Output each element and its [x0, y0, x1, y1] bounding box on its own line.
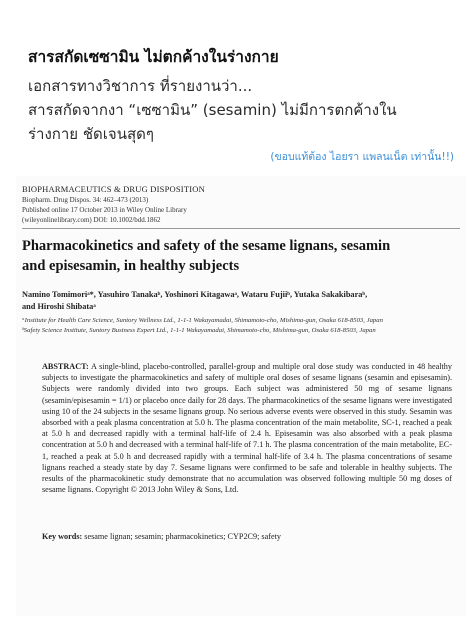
publication-line: Published online 17 October 2013 in Wiley Online Library	[22, 206, 187, 214]
authors-line-2: and Hiroshi Shibataᵃ	[22, 302, 96, 311]
credit-note: (ขอบแท้ต้อง ไอยรา แพลนเน็ต เท่านั้น!!)	[270, 151, 454, 163]
abstract-label: ABSTRACT:	[42, 362, 89, 371]
authors-line-1: Namino Tomimoriᵃ*, Yasuhiro Tanakaᵇ, Yoshinori Kitagawaᵃ, Wataru Fujiiᵇ, Yutaka Sakakibaraᵇ,	[22, 290, 368, 299]
header-divider	[22, 228, 460, 229]
citation-line: Biopharm. Drug Dispos. 34: 462–473 (2013)	[22, 196, 149, 204]
journal-name: BIOPHARMACEUTICS & DRUG DISPOSITION	[22, 184, 205, 194]
post-headline: สารสกัดเซซามิน ไม่ตกค้างในร่างกาย	[28, 48, 279, 66]
affiliation-b: ᵇSafety Science Institute, Suntory Business Expert Ltd., 1-1-1 Wakayamadai, Shimamoto-cho, Mishima-gun, Osaka 618-8503, Japan	[22, 327, 376, 334]
abstract	[42, 361, 452, 495]
paper-excerpt-image	[16, 176, 466, 616]
intro-line-3: ร่างกาย ชัดเจนสุดๆ	[28, 125, 154, 143]
keywords-text: sesame lignan; sesamin; pharmacokinetics; CYP2C9; safety	[84, 532, 281, 541]
paper-title-line-1: Pharmacokinetics and safety of the sesame lignans, sesamin	[22, 238, 391, 254]
doi-line: (wileyonlinelibrary.com) DOI: 10.1002/bdd.1862	[22, 216, 161, 224]
intro-line-1: เอกสารทางวิชาการ ที่รายงานว่า...	[28, 77, 253, 95]
keywords	[42, 532, 281, 541]
intro-line-2: สารสกัดจากงา “เซซามิน” (sesamin) ไม่มีการตกค้างใน	[28, 101, 397, 119]
affiliation-a: ᵃInstitute for Health Care Science, Suntory Wellness Ltd., 1-1-1 Wakayamadai, Shimamoto-cho, Mishima-gun, Osaka 618-8503, Japan	[22, 317, 383, 324]
paper-title-line-2: and episesamin, in healthy subjects	[22, 258, 240, 274]
keywords-label: Key words:	[42, 532, 83, 541]
abstract-text: A single-blind, placebo-controlled, parallel-group and multiple oral dose study was conducted in 48 healthy subjects to investigate the pharmacokinetics and safety of multiple oral doses of sesame lignans (sesamin and episesamin). Subjects were randomly divided into two groups. Each subject was administered 50 mg of sesame lignans (sesamin/episesamin = 1/1) or placebo once daily for 28 days. The pharmacokinetics of the sesame lignans were investigated using 10 of the 24 subjects in the sesame lignans group. No serious adverse events were observed in this study. Sesamin was absorbed with a peak plasma concentration at 5.0 h. The plasma concentration of the main metabolite, SC-1, reached a peak at 5.0 h and decreased rapidly with a terminal half-life of 2.4 h. Episesamin was also absorbed with a peak plasma concentration at 5.0 h and decreased with a terminal half-life of 7.1 h. The plasma concentration of the main metabolite, EC-1, reached a peak at 5.0 h and decreased rapidly with a terminal half-life of 3.4 h. The plasma concentrations of sesame lignans reached a steady state by day 7. Sesame lignans were confirmed to be safe and tolerable in healthy subjects. The results of the pharmacokinetic study demonstrate that no accumulation was observed following multiple 50 mg doses of sesame lignans. Copyright © 2013 John Wiley & Sons, Ltd.	[42, 362, 452, 495]
